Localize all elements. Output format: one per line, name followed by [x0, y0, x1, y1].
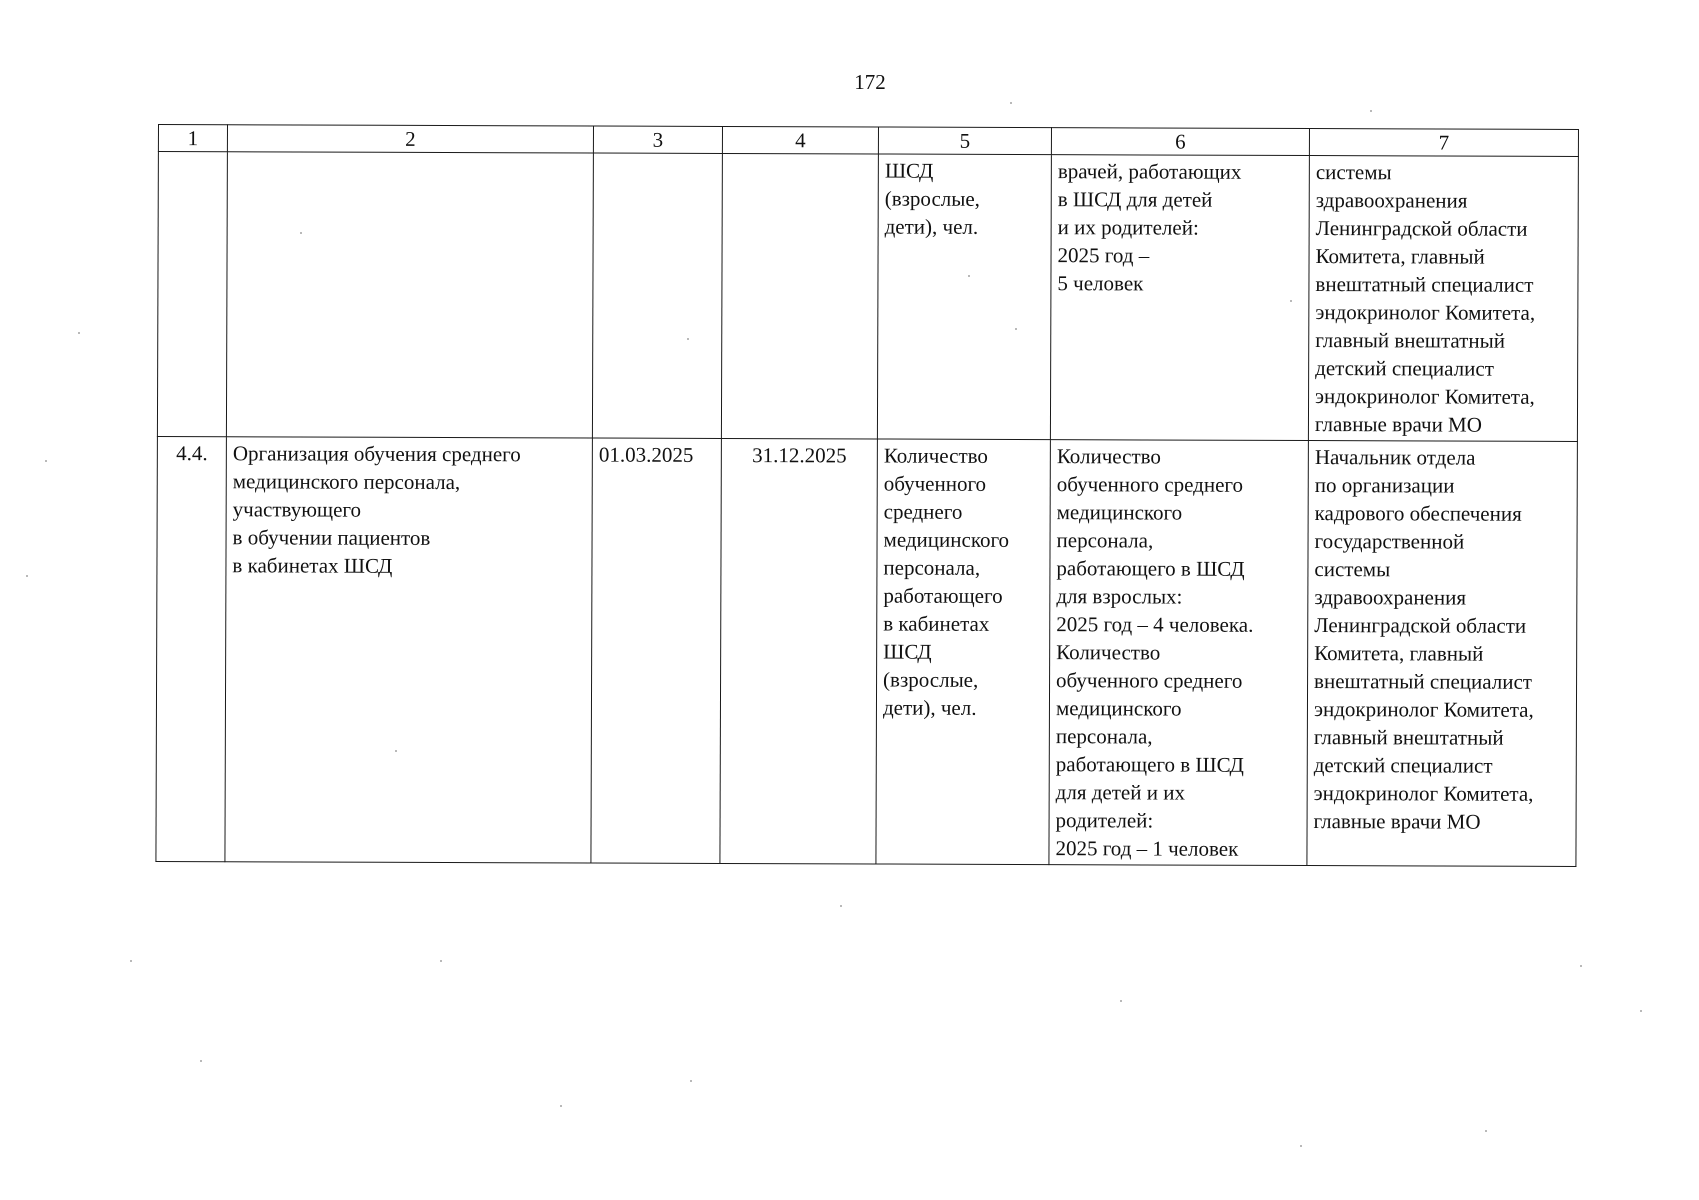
column-header-7: 7 [1309, 129, 1578, 157]
scan-speck [78, 332, 80, 334]
column-header-1: 1 [158, 125, 227, 152]
scan-speck [968, 275, 970, 277]
page-number: 172 [854, 70, 886, 94]
scan-speck [1640, 1010, 1642, 1012]
scan-speck [1010, 102, 1012, 104]
scan-speck [1300, 1145, 1302, 1147]
scan-speck [45, 460, 47, 462]
table-row [156, 436, 1577, 866]
responsible-cell: Начальник отдела по организации кадрового обеспечения государственной системы здравоохранения Ленинградской области Комитета, главный внештатный специалист эндокринолог Комитета, главный внештатный детский специалист эндокринолог Комитета, главные врачи МО [1307, 441, 1577, 867]
column-header-4: 4 [722, 126, 878, 154]
start-date-cell [592, 153, 722, 438]
end-date-cell [721, 153, 878, 439]
table-row [157, 152, 1578, 442]
indicator-cell: Количество обученного среднего медицинского персонала, работающего в кабинетах ШСД (взрослые, дети), чел. [876, 439, 1050, 865]
scan-speck [300, 232, 302, 234]
scan-speck [1580, 965, 1582, 967]
scan-speck [690, 1080, 692, 1082]
scan-speck [26, 575, 28, 577]
scan-speck [1120, 1000, 1122, 1002]
scan-speck [1290, 300, 1292, 302]
column-header-2: 2 [227, 125, 593, 153]
target-value-cell: Количество обученного среднего медицинского персонала, работающего в ШСД для взрослых: 2025 год – 4 человека. Количество обученного среднего медицинского персонала, работающего в ШСД для детей и их родителей: 2025 год – 1 человек [1049, 440, 1308, 866]
scan-speck [130, 960, 132, 962]
scan-speck [395, 750, 397, 752]
scan-speck [840, 905, 842, 907]
scan-speck [560, 1105, 562, 1107]
scan-speck [200, 1060, 202, 1062]
item-number-cell [157, 152, 227, 437]
scan-speck [440, 960, 442, 962]
column-header-3: 3 [593, 126, 722, 153]
scan-speck [1015, 328, 1017, 330]
column-header-5: 5 [878, 127, 1051, 155]
item-number-cell: 4.4. [156, 436, 226, 861]
target-value-cell: врачей, работающих в ШСД для детей и их родителей: 2025 год – 5 человек [1050, 155, 1309, 441]
activity-table [155, 124, 1579, 867]
column-header-6: 6 [1051, 128, 1309, 156]
end-date-cell: 31.12.2025 [720, 438, 877, 864]
activity-name-cell [226, 152, 593, 438]
indicator-cell: ШСД (взрослые, дети), чел. [877, 154, 1051, 440]
activity-name-cell: Организация обучения среднего медицинского персонала, участвующего в обучении пациентов в кабинетах ШСД [225, 437, 592, 863]
responsible-cell: системы здравоохранения Ленинградской области Комитета, главный внештатный специалист эндокринолог Комитета, главный внештатный детский специалист эндокринолог Комитета, главные врачи МО [1308, 156, 1578, 442]
scan-speck [1485, 1130, 1487, 1132]
scan-speck [1370, 110, 1372, 112]
start-date-cell: 01.03.2025 [591, 438, 721, 863]
scan-speck [687, 338, 689, 340]
